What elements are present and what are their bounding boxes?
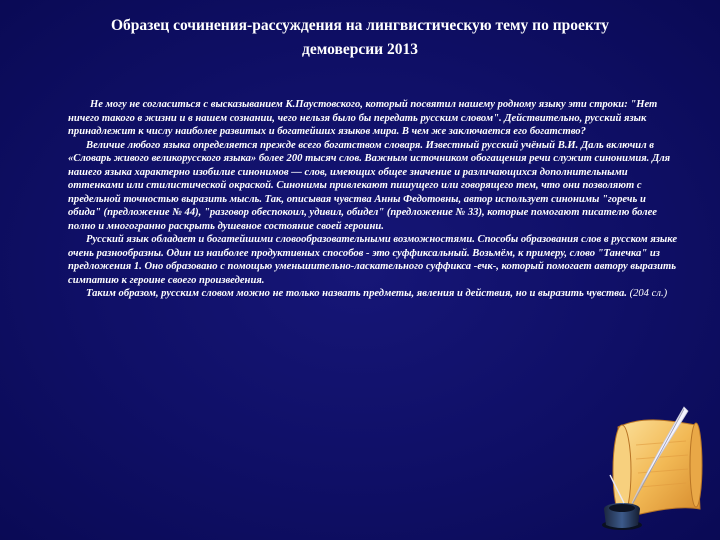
scroll-quill-inkwell-icon [588, 405, 710, 533]
paragraph-conclusion [68, 287, 678, 301]
conclusion-text: Таким образом, русским словом можно не только назвать предметы, явления и действия, но и выразить чувства. [86, 288, 627, 299]
essay-text [68, 98, 678, 301]
page-title [40, 14, 680, 62]
paragraph-intro: Не могу не согласиться с высказыванием К.Паустовского, который посвятил нашему родному языку эти строки: "Нет ничего такого в жизни и в нашем сознании, чего нельзя было бы передать русским словом". Действительно, русский язык принадлежит к числу наиболее развитых и богатейших языков мира. В чем же заключается его богатство? [68, 99, 658, 137]
paragraph-vocabulary: Величие любого языка определяется прежде всего богатством словаря. Известный русский учёный В.И. Даль включил в «Словарь живого великорусского языка» более 200 тысяч слов. Важным источником обогащения речи служит синонимия. Для нашего языка характерно изобилие синонимов — слов, имеющих общее значение и различающихся дополнительными оттенками или стилистической окраской. Синонимы привлекают пишущего или говорящего тем, что они позволяют с предельной точностью выразить мысль. Так, описывая чувства Анны Федотовны, автор использует синонимы "горечь и обида" (предложение № 44), "разговор обеспокоил, удивил, обидел" (предложение № 33), которые помогают писателю более полно и многогранно раскрыть душевное состояние своей героини. [68, 139, 671, 232]
title-line-1: Образец сочинения-рассуждения на лингвистическую тему по проекту [110, 17, 609, 34]
title-line-2: демоверсии 2013 [302, 41, 418, 58]
paragraph-word-formation: Русский язык обладает и богатейшими словообразовательными возможностями. Способы образования слов в русском языке очень разнообразны. Один из наиболее продуктивных способов - это суффиксальный. Возьмём, к примеру, слово "Танечка" из предложения 1. Оно образовано с помощью уменьшительно-ласкательного суффикса -ечк-, который помогает автору выразить симпатию к героине своего произведения. [68, 234, 678, 286]
word-count: (204 сл.) [629, 288, 668, 299]
